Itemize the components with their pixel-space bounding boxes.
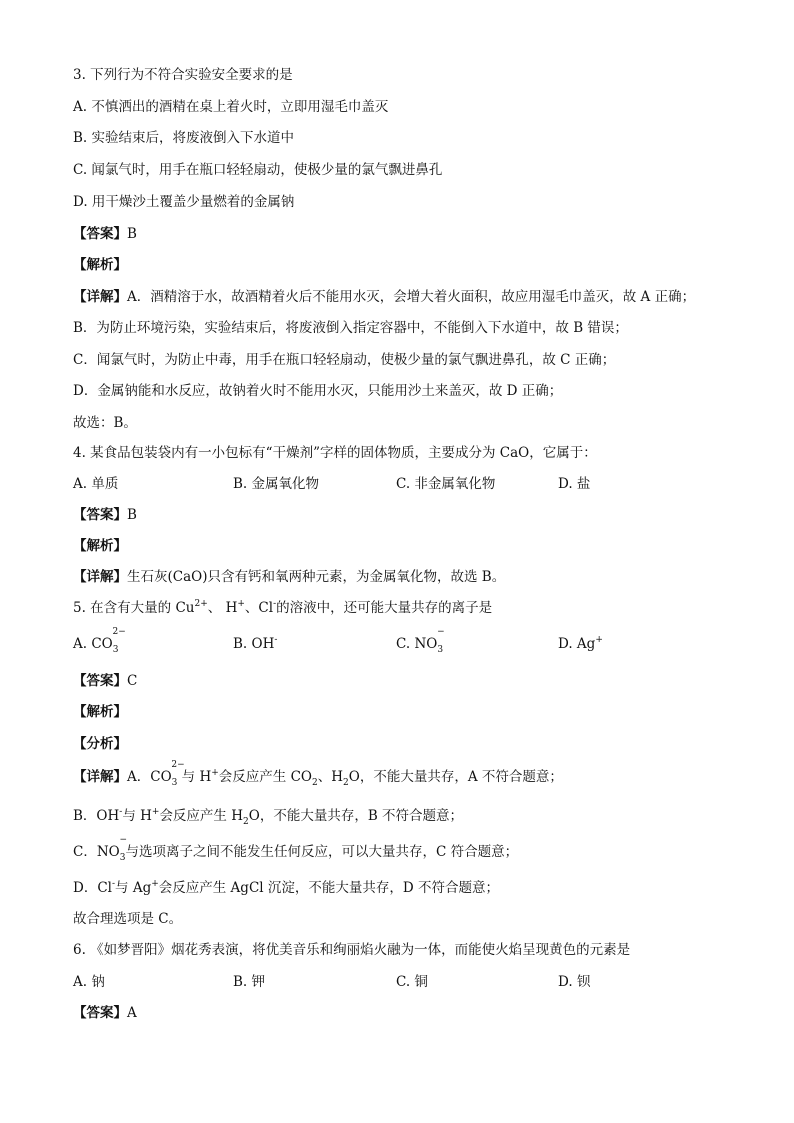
q3-detail-c: C．闻氯气时，为防止中毒，用手在瓶口轻轻扇动，使极少量的氯气飘进鼻孔，故 C 正确； [73,352,616,368]
q4-stem: 4. 某食品包装袋内有一小包标有“干燥剂”字样的固体物质，主要成分为 CaO，它属于： [73,445,597,461]
q5-option-d: D. Ag+ [558,634,603,652]
q6-option-a: A. 钠 [73,974,105,990]
q5-stem: 5. 在含有大量的 $Cu^{2+}$、 H+、Cl-的溶液中，还可能大量共存的离子是 [73,598,493,616]
q5-detail-a: 【详解】A．$CO_3$ 2− 与 H+会反应产生 $CO_2$、$H_2O$，不能大量共存，A 不符合题意； [73,767,764,793]
q3-answer [73,224,764,244]
q4-detail: 【详解】生石灰(CaO)只含有钙和氧两种元素，为金属氧化物，故选 B。 [73,569,506,585]
q4-option-c: C. 非金属氧化物 [396,476,496,492]
answer-tag: 【答案】 [73,226,127,242]
q3-detail-b: B．为防止环境污染，实验结束后，将废液倒入指定容器中，不能倒入下水道中，故 B 错误； [73,320,628,336]
q5-option-c: C. $NO_3$ − [396,634,443,660]
q5-detail-d: D．Cl-与 Ag+会反应产生 AgCl 沉淀，不能大量共存，D 不符合题意； [73,878,500,896]
q3-option-c: C. 闻氯气时，用手在瓶口轻轻扇动，使极少量的氯气飘进鼻孔 [73,162,443,178]
detail-tag: 【详解】 [73,289,127,305]
q5-answer: 【答案】C [73,673,138,689]
q3-detail-a: 【详解】A．酒精溶于水，故酒精着火后不能用水灭，会增大着火面积，故应用湿毛巾盖灭，故 A 正确； [73,289,696,305]
q3-option-a: A. 不慎洒出的酒精在桌上着火时，立即用湿毛巾盖灭 [73,99,389,115]
q5-detail-b: B．OH-与 H+会反应产生 $H_2O$，不能大量共存，B 不符合题意； [73,806,464,827]
q5-detail-c: C．$NO_3$ − 与选项离子之间不能发生任何反应，可以大量共存，C 符合题意； [73,842,764,868]
nitrate-ion: $NO_3$ − [414,627,445,655]
q5-analysis-tag: 【解析】 [73,704,127,720]
q5-conclusion: 故合理选项是 C。 [73,911,183,927]
q4-option-a: A. 单质 [73,476,119,492]
nitrate-ion: $NO_3$ − [96,835,128,863]
q3-option-d: D. 用干燥沙土覆盖少量燃着的金属钠 [73,194,295,210]
q4-answer: 【答案】B [73,507,137,523]
q4-analysis-tag: 【解析】 [73,538,127,554]
answer-value: B [127,226,137,242]
q3-stem: 3. 下列行为不符合实验安全要求的是 [73,67,293,83]
q6-answer: 【答案】A [73,1005,137,1021]
q6-option-b: B. 钾 [233,974,266,990]
q5-fenxi-tag: 【分析】 [73,736,127,752]
carbonate-ion: $CO_3$ 2− [91,627,126,655]
q5-option-a: A. $CO_3$ 2− [73,634,118,660]
q6-option-d: D. 钡 [558,974,591,990]
q3-conclusion: 故选：B。 [73,415,137,431]
q4-option-b: B. 金属氧化物 [233,476,320,492]
q3-analysis-tag: 【解析】 [73,257,127,273]
carbonate-ion: $CO_3$ 2− [150,760,185,788]
q4-option-d: D. 盐 [558,476,591,492]
q5-option-b: B. OH- [233,634,278,652]
q3-option-b: B. 实验结束后，将废液倒入下水道中 [73,130,295,146]
q6-option-c: C. 铜 [396,974,428,990]
q3-detail-d: D．金属钠能和水反应，故钠着火时不能用水灭，只能用沙土来盖灭，故 D 正确； [73,383,563,399]
q6-stem: 6. 《如梦晋阳》烟花秀表演，将优美音乐和绚丽焰火融为一体，而能使火焰呈现黄色的元素是 [73,942,631,958]
